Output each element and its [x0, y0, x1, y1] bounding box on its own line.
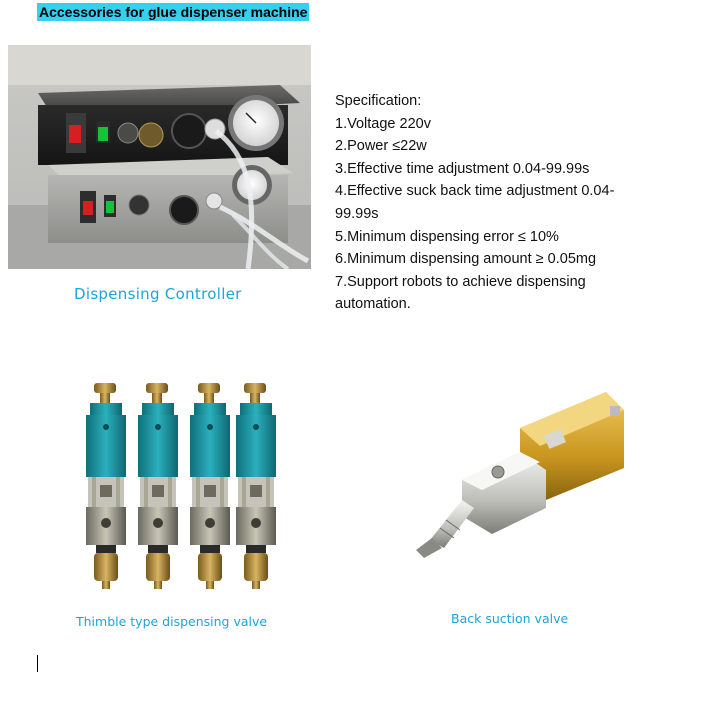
- specification-block: [335, 90, 635, 316]
- spec-item: 2.Power ≤22w: [335, 138, 427, 155]
- text-cursor: [37, 655, 38, 672]
- back-suction-valve-caption: Back suction valve: [451, 611, 569, 626]
- spec-item: 7.Support robots to achieve dispensing automation.: [335, 273, 586, 313]
- thimble-valve-photo: [72, 383, 282, 593]
- spec-title: Specification:: [335, 93, 422, 109]
- spec-item: 4.Effective suck back time adjustment 0.04-99.99s: [335, 183, 615, 222]
- controller-caption: Dispensing Controller: [74, 285, 242, 303]
- thimble-valve-caption: Thimble type dispensing valve: [76, 614, 268, 629]
- spec-item: 6.Minimum dispensing amount ≥ 0.05mg: [335, 251, 597, 268]
- spec-item: 5.Minimum dispensing error ≤ 10%: [335, 228, 559, 245]
- spec-item: 1.Voltage 220v: [335, 115, 431, 132]
- spec-item: 3.Effective time adjustment 0.04-99.99s: [335, 160, 590, 177]
- dispensing-controller-photo: [8, 45, 311, 269]
- document-heading: Accessories for glue dispenser machine: [39, 4, 308, 20]
- back-suction-valve-photo: [410, 388, 640, 563]
